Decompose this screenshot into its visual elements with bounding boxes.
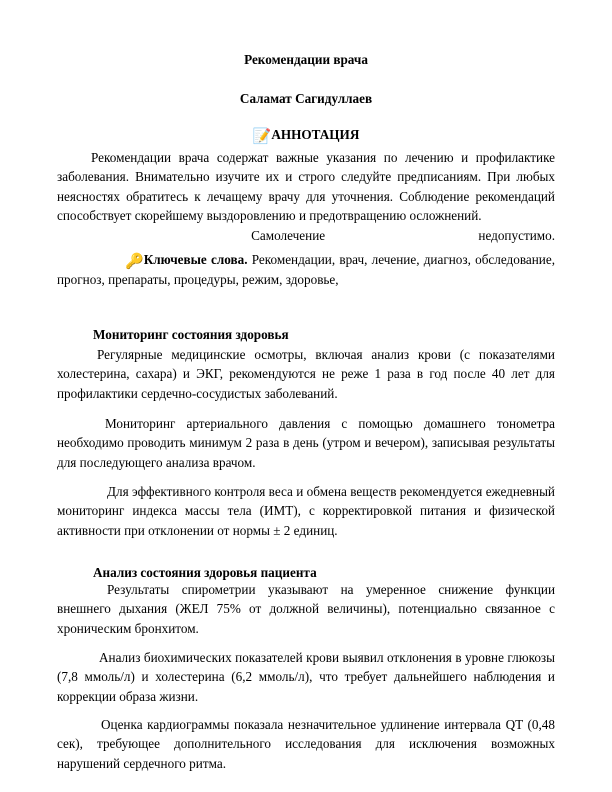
annotation-body: Рекомендации врача содержат важные указания по лечению и профилактике заболевания. Внимательно изучите их и строго следуйте предписаниям. При любых неясностях обратитесь к лечащему врачу для уточнения. Соблюдение рекомендаций способствует скорейшему выздоровлению и предотвращению осложнений. <box>57 150 555 224</box>
section-heading-monitoring: Мониторинг состояния здоровья <box>93 327 289 342</box>
key-icon: 🔑 <box>125 254 144 270</box>
document-author: Саламат Сагидуллаев <box>239 91 373 106</box>
memo-icon: 📝 <box>252 129 272 145</box>
document-title: Рекомендации врача <box>244 52 368 67</box>
keywords-paragraph <box>57 250 555 289</box>
monitoring-paragraph-1: Регулярные медицинские осмотры, включая анализ крови (с показателями холестерина, сахара) и ЭКГ, рекомендуются не реже 1 раза в год после 40 лет для профилактики сердечно-сосудистых заболеваний. <box>57 347 555 401</box>
annotation-ending-text: Самолечение недопустимо. <box>251 228 555 243</box>
annotation-heading <box>0 125 612 145</box>
monitoring-paragraph-3: Для эффективного контроля веса и обмена веществ рекомендуется ежедневный мониторинг индекса массы тела (ИМТ), с корректировкой питания и физической активности при отклонении от нормы ± 2 единиц. <box>57 484 555 538</box>
analysis-paragraph-2: Анализ биохимических показателей крови выявил отклонения в уровне глюкозы (7,8 ммоль/л) и холестерина (6,2 ммоль/л), что требует дальнейшего наблюдения и коррекции образа жизни. <box>57 650 555 704</box>
keywords-label: Ключевые слова. <box>143 252 248 267</box>
analysis-paragraph-1: Результаты спирометрии указывают на умеренное снижение функции внешнего дыхания (ЖЕЛ 75% от должной величины), потенциально связанное с хроническим бронхитом. <box>57 582 555 636</box>
analysis-paragraph-3: Оценка кардиограммы показала незначительное удлинение интервала QT (0,48 сек), требующее дополнительного исследования для исключения возможных нарушений сердечного ритма. <box>57 717 555 771</box>
annotation-ending <box>57 226 555 245</box>
monitoring-paragraph-2: Мониторинг артериального давления с помощью домашнего тонометра необходимо проводить минимум 2 раза в день (утром и вечером), записывая результаты для последующего анализа врачом. <box>57 416 555 470</box>
annotation-heading-text: АННОТАЦИЯ <box>271 127 360 142</box>
keywords-text: Рекомендации, врач, лечение, диагноз, обследование, прогноз, препараты, процедуры, режим, здоровье, <box>57 252 555 287</box>
section-heading-analysis: Анализ состояния здоровья пациента <box>93 565 317 580</box>
annotation-text <box>57 148 555 226</box>
